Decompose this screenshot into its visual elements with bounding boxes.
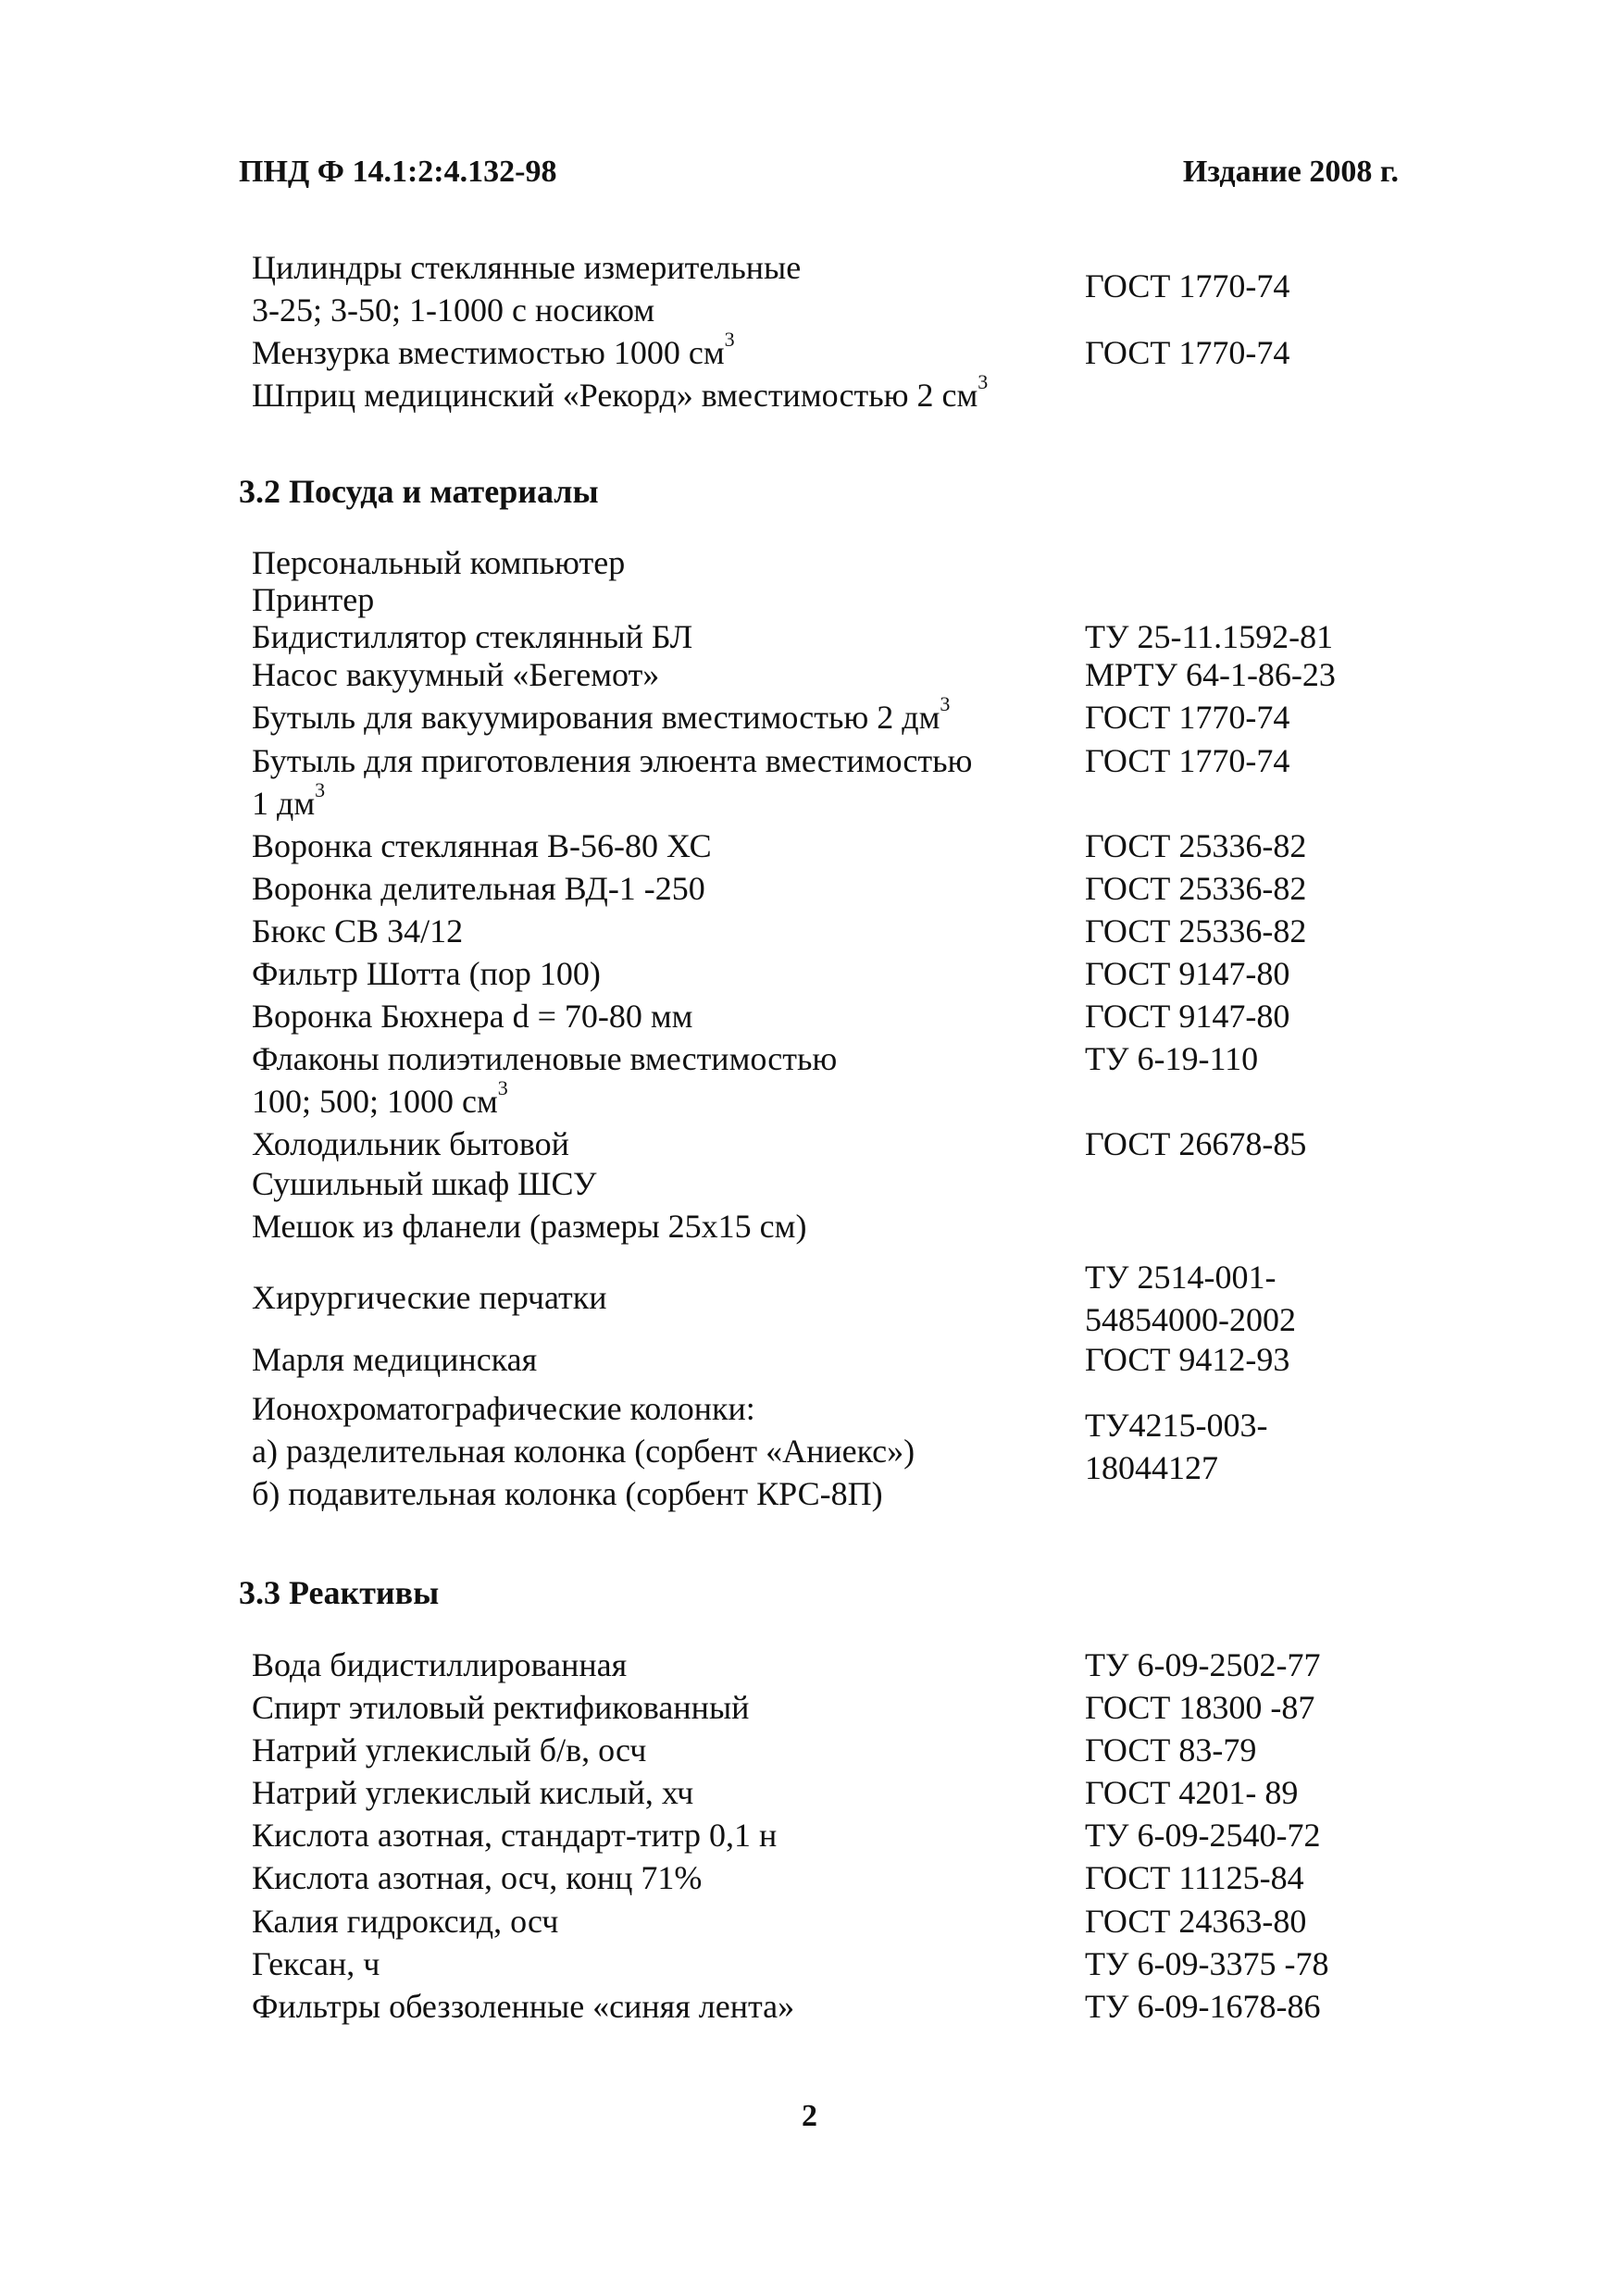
section-title: 3.2 Посуда и материалы: [239, 473, 599, 510]
standard-ref: ГОСТ 18300 -87: [1085, 1689, 1315, 1726]
standard-ref: ГОСТ 11125-84: [1085, 1859, 1304, 1896]
standard-ref: ТУ4215-003- 18044127: [1085, 1407, 1268, 1486]
standard-ref: ТУ 6-09-1678-86: [1085, 1988, 1321, 2025]
standard-ref: ГОСТ 24363-80: [1085, 1903, 1307, 1940]
standard-ref: ТУ 6-09-3375 -78: [1085, 1945, 1329, 1982]
standard-ref: ТУ 6-19-110: [1085, 1040, 1259, 1077]
standard-ref: ГОСТ 1770-74: [1085, 334, 1290, 371]
standard-ref: МРТУ 64-1-86-23: [1085, 656, 1336, 693]
standard-ref: ГОСТ 83-79: [1085, 1731, 1257, 1769]
document-page: ПНД Ф 14.1:2:4.132-98 Издание 2008 г. Цилиндры стеклянные измерительные 3-25; 3-50; 1-1000 с носиком ГОСТ 1770-74 Мензурка вместимостью 1000 $см^3$ ГОСТ 1770-74 Шприц медицинский «Рекорд» вместимостью 2 $см^3$ 3.2 Посуда и материалы Персональный компьютер Принтер Бидистиллятор стеклянный БЛ ТУ 25-11.1592-81 Насос вакуумный «Бегемот» МРТУ 64-1-86-23 Бутыль для вакуумирования вместимостью 2 $дм^3$ ГОСТ 1770-74 Бутыль для приготовления элюента вместимостью 1 $дм^3$ ГОСТ 1770-74 Воронка стеклянная В-56-80 ХС ГОСТ 25336-82 Воронка делительная ВД-1 -250 ГОСТ 25336-82 Бюкс СВ 34/12 ГОСТ 25336-82 Фильтр Шотта (пор 100) ГОСТ 9147-80 Воронка Бюхнера d = 70-80 мм ГОСТ 9147-80 Флаконы полиэтиленовые вместимостью 100; 500; 1000 $см^3$ ТУ 6-19-110 Холодильник бытовой ГОСТ 26678-85 Сушильный шкаф ШСУ Мешок из фланели (размеры 25x15 см) Хирургические перчатки ТУ 2514-001- 54854000-2002 Марля медицинская ГОСТ 9412-93 Ионохроматографические колонки: а) разделительная колонка (сорбент «Аниекс») б) подавительная колонка (сорбент КРС-8П) ТУ4215-003- 18044127 3.3 Реактивы Вода бидистиллированная ТУ 6-09-2502-77 Спирт этиловый ректификованный ГОСТ 18300 -87 Натрий углекислый б/в, осч ГОСТ 83-79 Натрий углекислый кислый, хч ГОСТ 4201- 89 Кислота азотная, стандарт-титр 0,1 н ТУ 6-09-2540-72 Кислота азотная, осч, конц 71% ГОСТ 11125-84 Калия гидроксид, осч ГОСТ 24363-80 Гексан, ч ТУ 6-09-3375 -78 Фильтры обеззоленные «синяя лента» ТУ 6-09-1678-86 2: [0, 0, 1619, 2296]
standard-ref: ГОСТ 26678-85: [1085, 1125, 1307, 1162]
standard-ref: ГОСТ 25336-82: [1085, 827, 1307, 864]
edition-label: Издание 2008 г.: [1182, 155, 1399, 189]
standard-ref: ГОСТ 9147-80: [1085, 955, 1290, 992]
standard-ref: ТУ 2514-001- 54854000-2002: [1085, 1259, 1296, 1338]
standard-ref: ТУ 25-11.1592-81: [1085, 618, 1334, 655]
standard-ref: ГОСТ 4201- 89: [1085, 1774, 1299, 1811]
document-code: ПНД Ф 14.1:2:4.132-98: [239, 155, 557, 189]
standard-ref: ГОСТ 1770-74: [1085, 742, 1290, 779]
standard-ref: ГОСТ 9412-93: [1085, 1341, 1290, 1378]
standard-ref: ГОСТ 25336-82: [1085, 870, 1307, 907]
standard-ref: ГОСТ 9147-80: [1085, 998, 1290, 1035]
standard-ref: ГОСТ 1770-74: [1085, 699, 1290, 736]
standard-ref: ТУ 6-09-2540-72: [1085, 1817, 1321, 1854]
standard-ref: ГОСТ 1770-74: [1085, 267, 1290, 304]
standard-ref: ТУ 6-09-2502-77: [1085, 1646, 1321, 1683]
page-number: 2: [802, 2099, 817, 2133]
standard-ref: ГОСТ 25336-82: [1085, 912, 1307, 949]
section-title: 3.3 Реактивы: [239, 1574, 440, 1611]
